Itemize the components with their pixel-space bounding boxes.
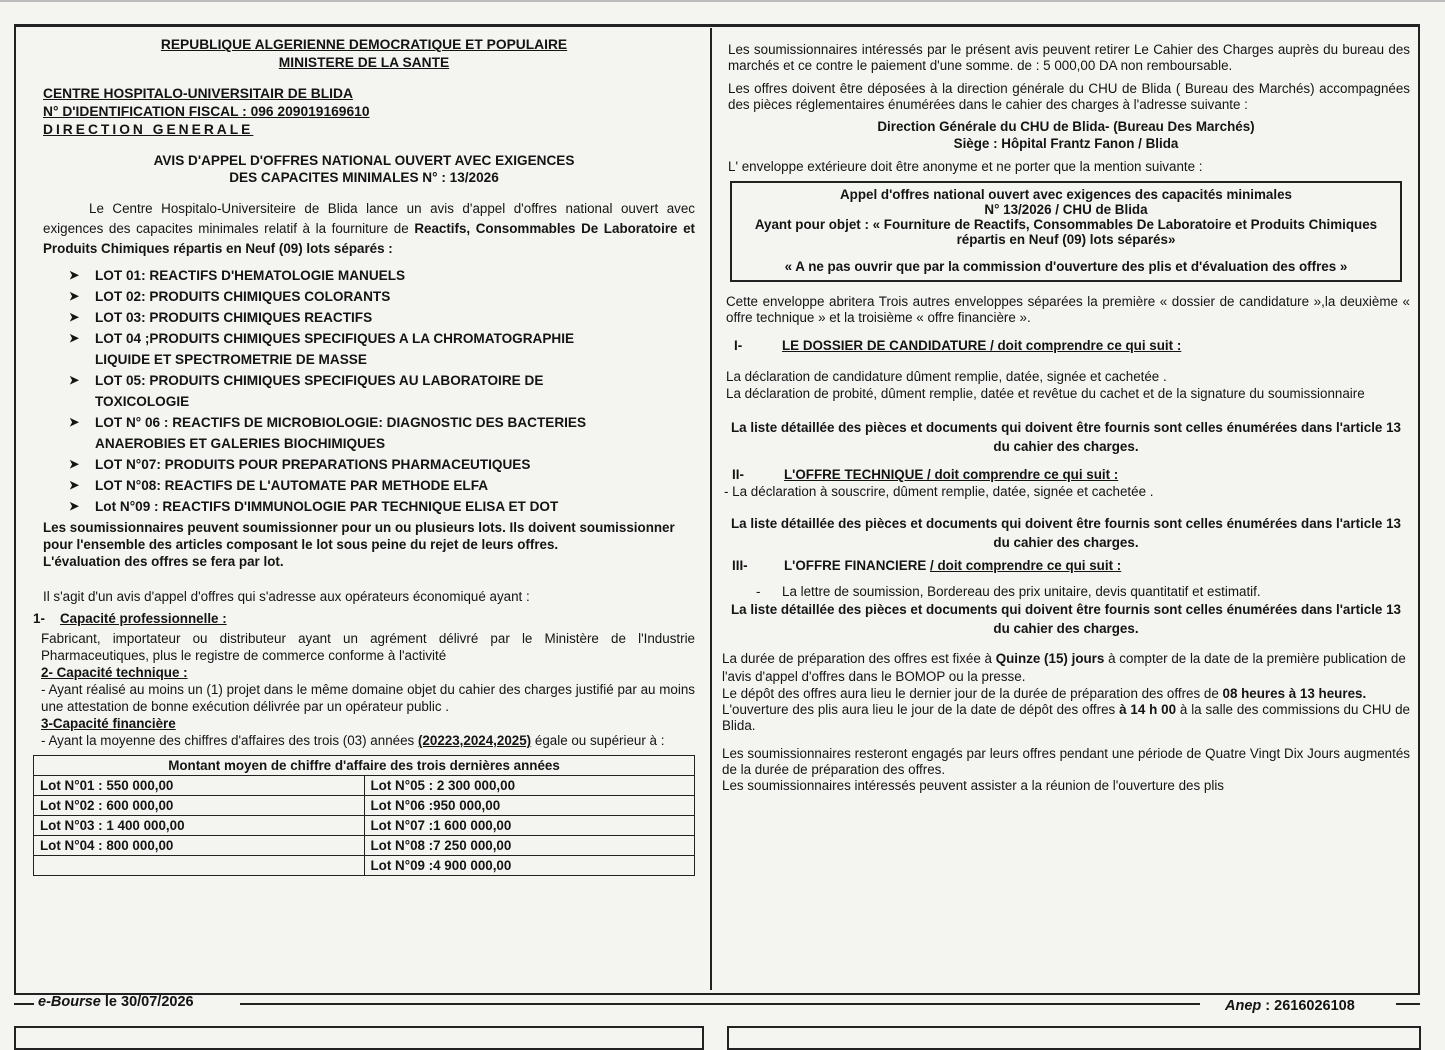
box-line2: N° 13/2026 / CHU de Blida: [984, 202, 1148, 217]
arrow-bullet-icon: ➤: [69, 373, 80, 387]
direction-generale: DIRECTION GENERALE: [43, 122, 254, 137]
section2-heading: II- L'OFFRE TECHNIQUE / doit comprendre ce qui suit :: [732, 467, 1119, 482]
address-line1: Direction Générale du CHU de Blida- (Bureau Des Marchés): [877, 119, 1255, 134]
list-item: ➤ LOT 01: REACTIFS D'HEMATOLOGIE MANUELS: [65, 265, 695, 286]
capacite-tech-text: - Ayant réalisé au moins un (1) projet dans le même domaine objet du cahier des charges justifié par au moins une attestation de bonne exécution délivrée par un opérateur public .: [41, 682, 695, 714]
depot-text: Les offres doivent être déposées à la direction générale du CHU de Blida ( Bureau des Marchés) accompagnées des pièces réglementaires énumérées dans le cahier des charges à l'adresse suivante :: [728, 81, 1410, 112]
centre-name: CENTRE HOSPITALO-UNIVERSITAIR DE BLIDA: [43, 86, 353, 101]
section2-item-a: - La déclaration à souscrire, dûment remplie, datée, signée et cachetée .: [724, 484, 1154, 499]
arrow-bullet-icon: ➤: [69, 499, 80, 513]
list-item: ➤ LOT 05: PRODUITS CHIMIQUES SPECIFIQUES AU LABORATOIRE DE TOXICOLOGIE: [65, 370, 695, 412]
arrow-bullet-icon: ➤: [69, 289, 80, 303]
list-item: ➤ LOT 03: PRODUITS CHIMIQUES REACTIFS: [65, 307, 695, 328]
dash-bullet-icon: -: [756, 584, 761, 599]
section1-item-a: La déclaration de candidature dûment remplie, datée, signée et cachetée .: [726, 369, 1167, 384]
notice-title-line2: DES CAPACITES MINIMALES N° : 13/2026: [229, 170, 499, 185]
operateurs-text: Il s'agit d'un avis d'appel d'offres qui s'adresse aux opérateurs économiqué ayant :: [43, 589, 530, 604]
list-item: ➤ Lot N°09 : REACTIFS D'IMMUNOLOGIE PAR TECHNIQUE ELISA ET DOT: [65, 496, 695, 517]
section1-heading: I- LE DOSSIER DE CANDIDATURE / doit comprendre ce qui suit :: [734, 338, 1182, 353]
arrow-bullet-icon: ➤: [69, 331, 80, 345]
intro-plain: Le Centre Hospitalo-Universiteire de Blida lance un avis d'appel d'offres national ouvert avec exigences des capacites minimales relatif à la fourniture de: [43, 201, 695, 236]
arrow-bullet-icon: ➤: [69, 310, 80, 324]
table-row: Lot N°01 : 550 000,00 Lot N°05 : 2 300 000,00: [34, 776, 695, 796]
section3-item-a: - La lettre de soumission, Bordereau des prix unitaire, devis quantitatif et estimatif.: [756, 584, 1261, 599]
footer-date: le 30/07/2026: [104, 994, 194, 1010]
box-line1: Appel d'offres national ouvert avec exigences des capacités minimales: [840, 187, 1292, 202]
capacite-fin-heading: 3-Capacité financière: [41, 716, 176, 731]
box-line4: « A ne pas ouvrir que par la commission d'ouverture des plis et d'évaluation des offres »: [784, 259, 1348, 274]
notice-title-line1: AVIS D'APPEL D'OFFRES NATIONAL OUVERT AVEC EXIGENCES: [153, 153, 575, 168]
table-header: Montant moyen de chiffre d'affaire des trois dernières années: [34, 756, 695, 776]
footer-rule: [240, 1003, 1200, 1005]
ouverture-text: L'ouverture des plis aura lieu le jour de la date de dépôt des offres à 14 h 00 à la salle des commissions du CHU de Blida.: [722, 702, 1411, 733]
list-item: ➤ LOT N°08: REACTIFS DE L'AUTOMATE PAR METHODE ELFA: [65, 475, 695, 496]
republic-line: REPUBLIQUE ALGERIENNE DEMOCRATIQUE ET POPULAIRE: [160, 37, 568, 52]
top-edge: [0, 0, 1445, 5]
footer-source-name: e-Bourse: [38, 994, 101, 1010]
capacite-pro-heading: 1- Capacité professionnelle :: [33, 611, 227, 626]
liste-pieces-3: La liste détaillée des pièces et documents qui doivent être fournis sont celles énumérées dans l'article 13 du cahier des charges.: [731, 602, 1401, 636]
column-divider: [710, 28, 712, 990]
evaluation-text: L'évaluation des offres se fera par lot.: [43, 554, 284, 569]
footer-anep-label: Anep: [1225, 998, 1262, 1014]
footer-source: [38, 994, 194, 1010]
duree-text: La durée de préparation des offres est fixée à Quinze (15) jours à compter de la date de la première publication de l'avis d'appel d'offres dans le BOMOP ou la presse.: [722, 651, 1406, 684]
notice-title: [33, 152, 695, 186]
liste-pieces-1: La liste détaillée des pièces et documents qui doivent être fournis sont celles énumérées dans l'article 13 du cahier des charges.: [731, 420, 1401, 454]
list-item: ➤ LOT N° 06 : REACTIFS DE MICROBIOLOGIE: DIAGNOSTIC DES BACTERIES ANAEROBIES ET GALERIES BIOCHIMIQUES: [65, 412, 695, 454]
soumission-text: Les soumissionnaires peuvent soumissionner pour un ou plusieurs lots. Ils doivent soumissionner pour l'ensemble des articles composant le lot sous peine du rejet de leurs offres.: [43, 520, 675, 552]
intro-paragraph: [43, 199, 695, 259]
right-column: [722, 42, 1410, 794]
enveloppe-text: L' enveloppe extérieure doit être anonyme et ne porter que la mention suivante :: [728, 159, 1203, 174]
footer-anep-number: 2616026108: [1274, 998, 1355, 1014]
capacite-fin-text: - Ayant la moyenne des chiffres d'affaires des trois (03) années (20223,2024,2025) égale ou supérieur à :: [41, 733, 665, 748]
republic-header: [33, 36, 695, 72]
envelope-mention-box: [730, 181, 1402, 282]
institution-block: [43, 85, 695, 139]
footer-rule-start: [14, 1003, 34, 1005]
box-line3: Ayant pour objet : « Fourniture de Reactifs, Consommables De Laboratoire et Produits Chimiques répartis en Neuf (09) lots séparés»: [754, 217, 1378, 247]
address-line2: Siège : Hôpital Frantz Fanon / Blida: [953, 136, 1179, 151]
footer-anep: Anep : 2616026108: [1225, 998, 1355, 1014]
capacite-tech-heading: 2- Capacité technique :: [41, 665, 188, 680]
list-item: ➤ LOT 04 ;PRODUITS CHIMIQUES SPECIFIQUES A LA CHROMATOGRAPHIE LIQUIDE ET SPECTROMETRIE DE MASSE: [65, 328, 695, 370]
arrow-bullet-icon: ➤: [69, 478, 80, 492]
engages-text: Les soumissionnaires resteront engagés par leurs offres pendant une période de Quatre Vingt Dix Jours augmentés de la durée de préparation des offres.: [722, 746, 1410, 777]
section1-item-b: La déclaration de probité, dûment remplie, datée et revêtue du cachet et de la signature du soumissionnaire: [726, 386, 1365, 401]
table-row: Lot N°03 : 1 400 000,00 Lot N°07 :1 600 000,00: [34, 816, 695, 836]
arrow-bullet-icon: ➤: [69, 268, 80, 282]
list-item: ➤ LOT 02: PRODUITS CHIMIQUES COLORANTS: [65, 286, 695, 307]
next-notice-right-edge: [727, 1026, 1421, 1050]
retrait-text: Les soumissionnaires intéressés par le présent avis peuvent retirer Le Cahier des Charges auprès du bureau des marchés et ce contre le paiement d'une somme. de : 5 000,00 DA non remboursable.: [728, 42, 1410, 73]
depot-jour-text: Le dépôt des offres aura lieu le dernier jour de la durée de préparation des offres de 08 heures à 13 heures.: [722, 686, 1367, 701]
fin-years: (20223,2024,2025): [417, 733, 532, 748]
table-row: Lot N°02 : 600 000,00 Lot N°06 :950 000,00: [34, 796, 695, 816]
table-row: Lot N°09 :4 900 000,00: [34, 856, 695, 876]
address-block: [722, 118, 1410, 152]
capacite-pro-text: Fabricant, importateur ou distributeur ayant un agrément délivré par le Ministère de l'Industrie Pharmaceutiques, plus le registre de commerce conforme à l'activité: [41, 631, 695, 663]
next-notice-left-edge: [14, 1026, 704, 1050]
ministry-line: MINISTERE DE LA SANTE: [278, 55, 450, 70]
assister-text: Les soumissionnaires intéressés peuvent assister a la réunion de l'ouverture des plis: [722, 778, 1224, 793]
section3-heading: III- L'OFFRE FINANCIERE / doit comprendre ce qui suit :: [732, 558, 1122, 573]
footer-rule-end: [1396, 1003, 1420, 1005]
abritera-text: Cette enveloppe abritera Trois autres enveloppes séparées la première « dossier de candidature »,la deuxième « offre technique » et la troisième « offre financière ».: [726, 294, 1410, 325]
chiffre-affaire-table: [33, 755, 695, 876]
left-column: [33, 36, 695, 876]
arrow-bullet-icon: ➤: [69, 457, 80, 471]
arrow-bullet-icon: ➤: [69, 415, 80, 429]
fiscal-id: N° D'IDENTIFICATION FISCAL : 096 209019169610: [43, 104, 370, 119]
liste-pieces-2: La liste détaillée des pièces et documents qui doivent être fournis sont celles énumérées dans l'article 13 du cahier des charges.: [731, 516, 1401, 550]
lots-list: [65, 265, 695, 517]
list-item: ➤ LOT N°07: PRODUITS POUR PREPARATIONS PHARMACEUTIQUES: [65, 454, 695, 475]
intro-bold: Reactifs, Consommables De Laboratoire et Produits Chimiques répartis en Neuf (09) lots séparés :: [43, 221, 695, 256]
table-row: Lot N°04 : 800 000,00 Lot N°08 :7 250 000,00: [34, 836, 695, 856]
